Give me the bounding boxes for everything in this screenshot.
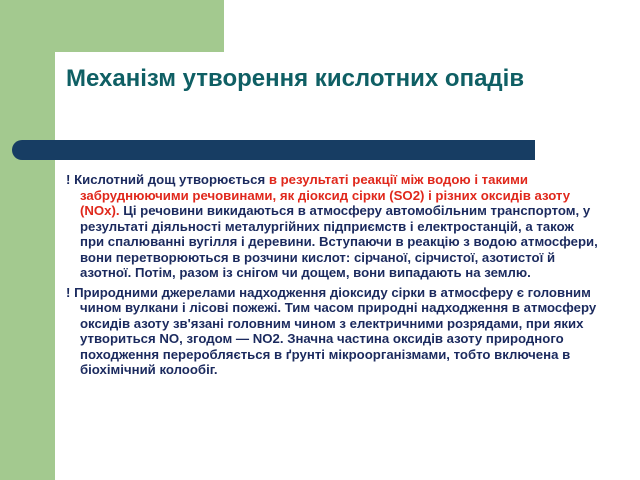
paragraph-lead: Кислотний дощ утворюється: [70, 172, 269, 187]
highlighted-text: в результаті реакції між водою і такими забруднюючими речовинами, як діоксид сірки (SO2) і різних оксидів азоту (NOx).: [80, 172, 571, 218]
slide-body: [66, 172, 600, 382]
paragraph-acid-rain: [66, 172, 600, 281]
paragraph-text: Природними джерелами надходження діоксиду сірки в атмосферу є головним чином вулкани і лісові пожежі. Тим часом природні надходження в атмосферу оксидів азоту зв'язані головним чином з електричними розрядами, при яких утвориться NO, згодом — NO2. Значна частина оксидів азоту природного походження переробляється в ґрунті мікроорганізмами, тобто включена в біохімічний колообіг.: [70, 284, 597, 377]
title-underline-bar: [12, 140, 535, 160]
paragraph-rest: Ці речовини викидаються в атмосферу автомобільним транспортом, у результаті діяльності металургійних підприємств і електростанцій, а також при спалюванні вугілля і деревини. Вступаючи в реакцію з водою атмосфери, вони перетворюються в розчини кислот: сірчаної, сірчистої, азотистої й азотної. Потім, разом із снігом чи дощем, вони випадають на землю.: [80, 203, 598, 280]
bullet-marker: !: [66, 172, 71, 187]
bullet-marker: !: [66, 284, 71, 300]
paragraph-natural-sources: [66, 285, 600, 378]
slide-title: Механізм утворення кислотних опадів: [66, 65, 525, 92]
